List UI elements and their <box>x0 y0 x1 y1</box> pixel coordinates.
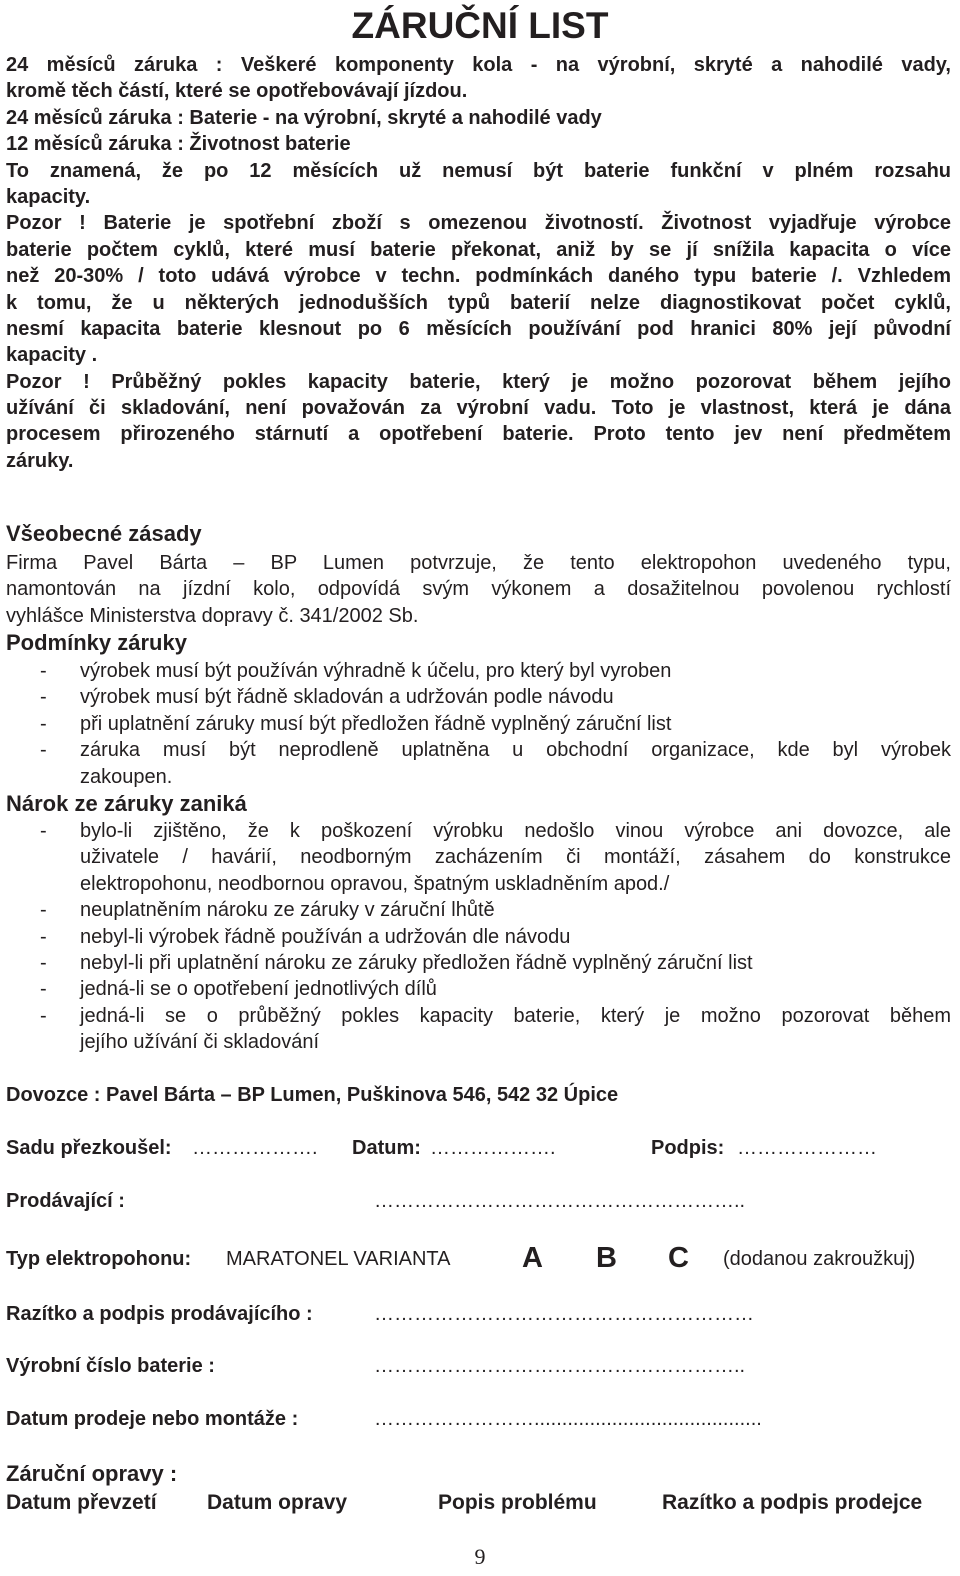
sale-date-label: Datum prodeje nebo montáže : <box>6 1408 299 1430</box>
list-item <box>0 976 952 1002</box>
variant-b-option[interactable]: B <box>596 1242 617 1274</box>
importer-line: Dovozce : Pavel Bárta – BP Lumen, Puškinova 546, 542 32 Úpice <box>6 1084 619 1106</box>
variant-note: (dodanou zakroužkuj) <box>723 1248 916 1270</box>
general-line: vyhlášce Ministerstva dopravy č. 341/2002 Sb. <box>6 604 419 627</box>
list-item <box>0 658 952 684</box>
list-item-text: při uplatnění záruky musí být předložen řádně vyplněný záruční list <box>80 712 672 735</box>
intro-line: To znamená, že po 12 měsících už nemusí být baterie funkční v plném rozsahu <box>6 159 951 182</box>
list-item-text: jedná-li se o opotřebení jednotlivých dílů <box>80 978 437 1001</box>
list-dash: - <box>40 899 47 922</box>
intro-line: 24 měsíců záruka : Baterie - na výrobní, skryté a nahodilé vady <box>6 106 602 129</box>
intro-line: nesmí kapacita baterie klesnout po 6 měsících používání pod hranici 80% její původní <box>6 317 951 340</box>
intro-line: kromě těch částí, které se opotřebovávají jízdou. <box>6 80 468 103</box>
list-item-text: záruka musí být neprodleně uplatněna u obchodní organizace, kde byl výrobek <box>80 739 951 762</box>
intro-line: 12 měsíců záruka : Životnost baterie <box>6 133 351 156</box>
list-item-text: jedná-li se o průběžný pokles kapacity baterie, který je možno pozorovat během <box>80 1004 951 1027</box>
list-item <box>0 1003 952 1056</box>
date-label: Datum: <box>352 1137 421 1159</box>
intro-line: 24 měsíců záruka : Veškeré komponenty kola - na výrobní, skryté a nahodilé vady, <box>6 54 951 76</box>
list-item-text: neuplatněním nároku ze záruky v záruční lhůtě <box>80 899 495 922</box>
list-item-text: výrobek musí být používán výhradně k účelu, pro který byl vyroben <box>80 660 672 682</box>
set-tested-field[interactable]: ………………. <box>192 1137 318 1159</box>
list-dash: - <box>40 978 47 1001</box>
page-number: 9 <box>474 1544 486 1569</box>
intro-line: záruky. <box>6 449 74 472</box>
set-tested-label: Sadu přezkoušel: <box>6 1137 172 1159</box>
list-item-text: výrobek musí být řádně skladován a udržován podle návodu <box>80 686 614 709</box>
date-field[interactable]: ………………. <box>430 1137 556 1159</box>
drive-type-label: Typ elektropohonu: <box>6 1248 192 1270</box>
list-item <box>0 950 952 976</box>
variant-a-option[interactable]: A <box>522 1242 543 1274</box>
stamp-label: Razítko a podpis prodávajícího : <box>6 1303 313 1325</box>
intro-line: kapacity. <box>6 185 91 208</box>
signature-field[interactable]: ………………… <box>737 1137 877 1159</box>
drive-type-value: MARATONEL VARIANTA <box>226 1248 451 1270</box>
list-item-text: nebyl-li výrobek řádně používán a udržován dle návodu <box>80 925 571 948</box>
intro-line: kapacity . <box>6 344 98 367</box>
repairs-column-problem: Popis problému <box>438 1491 597 1514</box>
list-item <box>0 897 952 923</box>
list-item-text: nebyl-li při uplatnění nároku ze záruky předložen řádně vyplněný záruční list <box>80 951 753 974</box>
void-list <box>0 818 952 1056</box>
conditions-heading: Podmínky záruky <box>6 630 187 655</box>
sale-date-field[interactable]: ……………………......................................... <box>374 1408 762 1430</box>
list-dash: - <box>40 686 47 709</box>
general-heading: Všeobecné zásady <box>6 521 202 546</box>
intro-line: než 20-30% / toto udává výrobce v techn. podmínkách daného typu baterie /. Vzhledem <box>6 265 951 288</box>
battery-serial-field[interactable]: ……………………………………………….. <box>374 1355 746 1377</box>
intro-block <box>6 52 951 474</box>
list-item <box>0 924 952 950</box>
general-line: namontován na jízdní kolo, odpovídá svým výkonem a dosažitelnou povolenou rychlostí <box>6 578 951 601</box>
list-item-text: jejího užívání či skladování <box>80 1031 320 1054</box>
list-item <box>0 737 952 790</box>
seller-label: Prodávající : <box>6 1190 125 1212</box>
conditions-list <box>0 658 952 790</box>
variant-c-option[interactable]: C <box>668 1242 689 1274</box>
list-dash: - <box>40 1004 47 1027</box>
list-dash: - <box>40 925 47 948</box>
intro-line: procesem přirozeného stárnutí a opotřebení baterie. Proto tento jev není předmětem <box>6 423 951 446</box>
repairs-column-repair-date: Datum opravy <box>207 1491 348 1514</box>
list-dash: - <box>40 951 47 974</box>
void-heading: Nárok ze záruky zaniká <box>6 791 247 816</box>
stamp-field[interactable]: ………………………………………………… <box>374 1303 754 1325</box>
list-item <box>0 818 952 897</box>
seller-field[interactable]: ……………………………………………….. <box>374 1190 746 1212</box>
battery-serial-label: Výrobní číslo baterie : <box>6 1355 215 1377</box>
general-text <box>6 550 951 629</box>
list-item <box>0 711 952 737</box>
repairs-column-received: Datum převzetí <box>6 1491 157 1514</box>
list-item-text: zakoupen. <box>80 765 173 788</box>
page-title: ZÁRUČNÍ LIST <box>351 5 609 46</box>
list-dash: - <box>40 660 47 682</box>
general-line: Firma Pavel Bárta – BP Lumen potvrzuje, že tento elektropohon uvedeného typu, <box>6 552 951 574</box>
list-item-text: uživatele / havárií, neodborným zacházením či montáží, zásahem do konstrukce <box>80 846 951 869</box>
intro-line: užívání či skladování, není považován za výrobní vadu. Toto je vlastnost, která je dána <box>6 397 951 420</box>
intro-line: Pozor ! Průběžný pokles kapacity baterie, který je možno pozorovat během jejího <box>6 370 951 393</box>
list-dash: - <box>40 739 47 762</box>
list-item-text: elektropohonu, neodbornou opravou, špatným uskladněním apod./ <box>80 872 670 895</box>
intro-line: Pozor ! Baterie je spotřební zboží s omezenou životností. Životnost vyjadřuje výrobce <box>6 212 951 235</box>
intro-line: baterie počtem cyklů, které musí baterie překonat, aniž by se jí snížila kapacita o více <box>6 238 951 261</box>
repairs-heading: Záruční opravy : <box>6 1461 178 1486</box>
list-item-text: bylo-li zjištěno, že k poškození výrobku nedošlo vinou výrobce ani dovozce, ale <box>80 820 951 842</box>
list-dash: - <box>40 712 47 735</box>
list-dash: - <box>40 820 47 842</box>
intro-line: k tomu, že u některých jednodušších typů baterií nelze diagnostikovat počet cyklů, <box>6 291 951 314</box>
signature-label: Podpis: <box>651 1137 725 1159</box>
repairs-column-stamp: Razítko a podpis prodejce <box>662 1491 923 1514</box>
list-item <box>0 684 952 710</box>
